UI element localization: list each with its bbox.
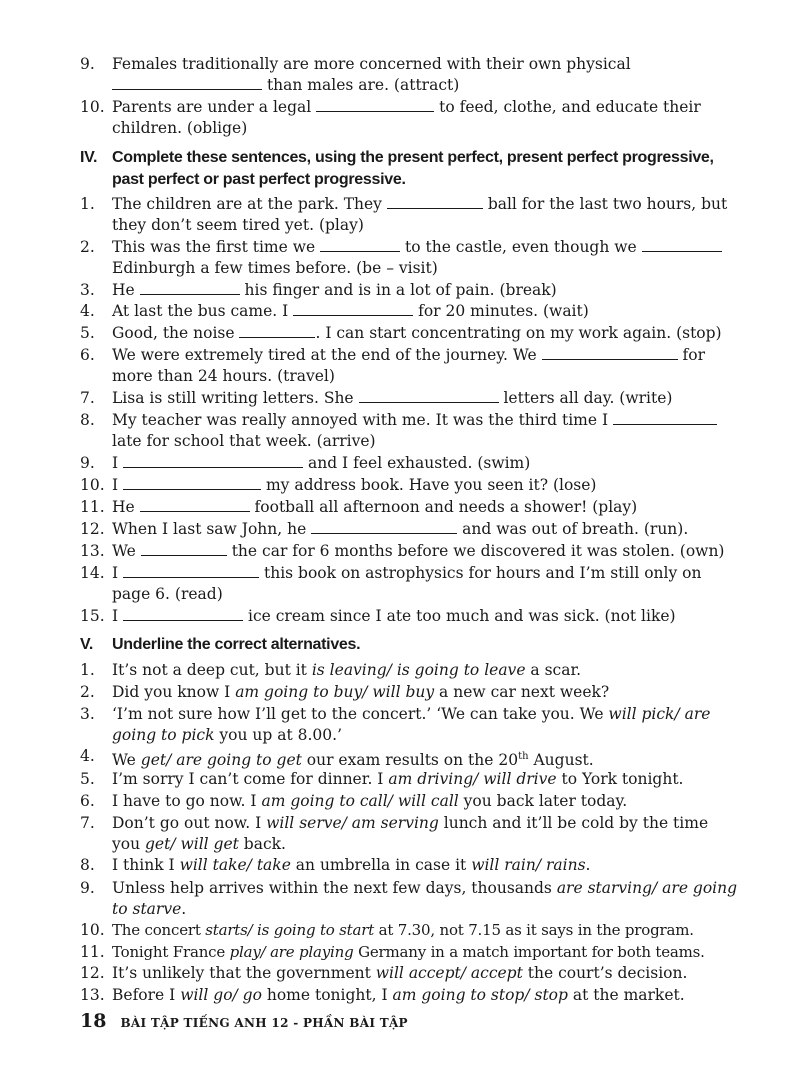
item-text: Did you know I xyxy=(112,683,236,701)
alternatives[interactable]: is leaving/ is going to leave xyxy=(311,661,526,679)
exercise-item xyxy=(80,704,740,746)
item-number: 4. xyxy=(80,302,95,320)
item-number: 15. xyxy=(80,607,105,625)
item-number: 10. xyxy=(80,476,105,494)
exercise-item xyxy=(80,54,740,96)
answer-blank[interactable] xyxy=(112,75,262,90)
answer-blank[interactable] xyxy=(642,237,722,252)
item-number: 8. xyxy=(80,856,95,874)
answer-blank[interactable] xyxy=(359,388,499,403)
item-text: his finger and is in a lot of pain. (break) xyxy=(239,281,557,299)
item-number: 4. xyxy=(80,747,95,765)
item-text: I xyxy=(112,607,124,625)
section-title: Complete these sentences, using the present perfect, present perfect progressive, past perfect or past perfect progressive. xyxy=(112,149,714,188)
exercise-item xyxy=(80,660,740,681)
item-text: He xyxy=(112,498,140,516)
item-number: 11. xyxy=(80,943,105,961)
exercise-item xyxy=(80,453,740,474)
item-text: Parents are under a legal xyxy=(112,98,317,116)
section-number: V. xyxy=(80,636,94,653)
item-text: We xyxy=(112,542,141,560)
item-text: The concert xyxy=(112,921,206,939)
item-text: at the market. xyxy=(567,986,685,1004)
answer-blank[interactable] xyxy=(542,345,678,360)
answer-blank[interactable] xyxy=(613,410,717,425)
item-text: Unless help arrives within the next few days, thousands xyxy=(112,879,557,897)
item-text: I think I xyxy=(112,856,180,874)
answer-blank[interactable] xyxy=(140,497,250,512)
item-text: ball for the last two hours, but they don’t seem tired yet. (play) xyxy=(112,195,728,234)
exercise-item xyxy=(80,942,740,963)
alternatives[interactable]: get/ will get xyxy=(145,835,239,853)
item-text: It’s unlikely that the government xyxy=(112,964,376,982)
item-text: Edinburgh a few times before. (be – visit) xyxy=(112,259,438,277)
item-number: 2. xyxy=(80,238,95,256)
answer-blank[interactable] xyxy=(141,541,227,556)
exercise-item xyxy=(80,855,740,876)
exercise-item xyxy=(80,878,740,920)
alternatives[interactable]: am driving/ will drive xyxy=(388,770,557,788)
exercise-item xyxy=(80,985,740,1006)
page-number: 18 xyxy=(80,1010,107,1032)
alternatives[interactable]: are starving/ are going to starve xyxy=(112,879,738,918)
item-text: Good, the noise xyxy=(112,324,240,342)
item-number: 3. xyxy=(80,705,95,723)
exercise-item xyxy=(80,920,740,941)
item-number: 7. xyxy=(80,389,95,407)
alternatives[interactable]: am going to buy/ will buy xyxy=(235,683,435,701)
exercise-item xyxy=(80,301,740,322)
exercise-item xyxy=(80,813,740,855)
item-text: Germany in a match important for both teams. xyxy=(353,943,705,961)
item-text: a scar. xyxy=(525,661,582,679)
answer-blank[interactable] xyxy=(311,519,457,534)
alternatives[interactable]: play/ are playing xyxy=(229,943,354,961)
item-text: I xyxy=(112,476,124,494)
item-text: ‘I’m not sure how I’ll get to the concert.’ ‘We can take you. We xyxy=(112,705,609,723)
exercise-item xyxy=(80,563,740,605)
alternatives[interactable]: starts/ is going to start xyxy=(205,921,375,939)
item-text: I xyxy=(112,454,124,472)
item-number: 10. xyxy=(80,98,105,116)
alternatives[interactable]: will go/ go xyxy=(180,986,262,1004)
exercise-item xyxy=(80,791,740,812)
exercise-item xyxy=(80,237,740,279)
alternatives[interactable]: will rain/ rains xyxy=(471,856,586,874)
item-text: lunch and it’ll be cold by the time you xyxy=(112,814,709,853)
item-text: . xyxy=(585,856,591,874)
exercise-item xyxy=(80,963,740,984)
item-text: We xyxy=(112,751,141,770)
item-text: our exam results on the 20 xyxy=(301,751,519,770)
item-number: 5. xyxy=(80,770,95,788)
item-text: Females traditionally are more concerned with their own physical xyxy=(112,55,631,73)
exercise-item xyxy=(80,606,740,627)
item-text: This was the first time we xyxy=(112,238,321,256)
item-text: We were extremely tired at the end of the journey. We xyxy=(112,346,542,364)
item-text: late for school that week. (arrive) xyxy=(112,432,376,450)
item-text: back. xyxy=(238,835,286,853)
item-text: to feed, clothe, and educate their children. (oblige) xyxy=(112,98,701,137)
item-text: letters all day. (write) xyxy=(498,389,673,407)
item-text: I have to go now. I xyxy=(112,792,262,810)
exercise-item xyxy=(80,475,740,496)
answer-blank[interactable] xyxy=(239,323,315,338)
item-text: home tonight, I xyxy=(261,986,393,1004)
answer-blank[interactable] xyxy=(123,563,259,578)
alternatives[interactable]: will serve/ am serving xyxy=(266,814,439,832)
alternatives[interactable]: will accept/ accept xyxy=(375,964,523,982)
item-text: It’s not a deep cut, but it xyxy=(112,661,312,679)
exercise-item xyxy=(80,345,740,387)
exercise-item xyxy=(80,410,740,452)
item-text: you up at 8.00.’ xyxy=(214,726,343,744)
item-number: 7. xyxy=(80,814,95,832)
answer-blank[interactable] xyxy=(123,453,303,468)
item-text: Lisa is still writing letters. She xyxy=(112,389,359,407)
item-text: and was out of breath. (run). xyxy=(457,520,689,538)
item-number: 12. xyxy=(80,520,105,538)
item-text: you back later today. xyxy=(458,792,628,810)
item-number: 1. xyxy=(80,661,95,679)
alternatives[interactable]: am going to stop/ stop xyxy=(392,986,568,1004)
item-number: 9. xyxy=(80,879,95,897)
exercise-item xyxy=(80,497,740,518)
exercise-item xyxy=(80,682,740,703)
item-text: my address book. Have you seen it? (lose) xyxy=(261,476,597,494)
item-text: I xyxy=(112,564,124,582)
item-number: 12. xyxy=(80,964,105,982)
item-text: to the castle, even though we xyxy=(400,238,642,256)
item-text: the court’s decision. xyxy=(522,964,688,982)
exercise-item xyxy=(80,519,740,540)
item-text: He xyxy=(112,281,140,299)
item-text: for 20 minutes. (wait) xyxy=(413,302,589,320)
book-title: BÀI TẬP TIẾNG ANH 12 - PHẦN BÀI TẬP xyxy=(120,1016,408,1030)
item-text: ice cream since I ate too much and was sick. (not like) xyxy=(243,607,676,625)
section-heading xyxy=(80,634,740,656)
answer-blank[interactable] xyxy=(123,606,243,621)
item-text: for more than 24 hours. (travel) xyxy=(112,346,706,385)
exercise-item xyxy=(80,323,740,344)
item-number: 6. xyxy=(80,346,95,364)
answer-blank[interactable] xyxy=(140,280,240,295)
item-text: August. xyxy=(528,751,594,770)
item-number: 9. xyxy=(80,55,95,73)
answer-blank[interactable] xyxy=(123,475,261,490)
section-number: IV. xyxy=(80,149,98,166)
item-text: than males are. (attract) xyxy=(266,76,460,94)
item-text: When I last saw John, he xyxy=(112,520,312,538)
item-text: . I can start concentrating on my work again. (stop) xyxy=(315,324,722,342)
item-text: this book on astrophysics for hours and I’m still only on page 6. (read) xyxy=(112,564,702,603)
answer-blank[interactable] xyxy=(387,194,483,209)
exercise-item xyxy=(80,541,740,562)
alternatives[interactable]: get/ are going to get xyxy=(140,751,302,770)
item-number: 5. xyxy=(80,324,95,342)
item-text: At last the bus came. I xyxy=(112,302,294,320)
item-number: 14. xyxy=(80,564,105,582)
item-number: 8. xyxy=(80,411,95,429)
item-number: 13. xyxy=(80,542,105,560)
item-text: football all afternoon and needs a shower! (play) xyxy=(249,498,638,516)
alternatives[interactable]: am going to call/ will call xyxy=(261,792,459,810)
answer-blank[interactable] xyxy=(293,301,413,316)
exercise-item xyxy=(80,194,740,236)
section-heading xyxy=(80,147,740,191)
answer-blank[interactable] xyxy=(320,237,400,252)
item-text: the car for 6 months before we discovered it was stolen. (own) xyxy=(226,542,725,560)
alternatives[interactable]: will take/ take xyxy=(179,856,291,874)
answer-blank[interactable] xyxy=(316,97,434,112)
item-number: 10. xyxy=(80,921,105,939)
exercise-item xyxy=(80,388,740,409)
item-number: 9. xyxy=(80,454,95,472)
item-text: a new car next week? xyxy=(434,683,610,701)
exercise-item xyxy=(80,280,740,301)
exercise-item xyxy=(80,97,740,139)
item-number: 3. xyxy=(80,281,95,299)
item-number: 11. xyxy=(80,498,105,516)
item-text: The children are at the park. They xyxy=(112,195,387,213)
item-text: Tonight France xyxy=(112,943,230,961)
item-text: Before I xyxy=(112,986,181,1004)
item-text: at 7.30, not 7.15 as it says in the program. xyxy=(374,921,694,939)
item-text: to York tonight. xyxy=(556,770,684,788)
item-number: 2. xyxy=(80,683,95,701)
exercise-item xyxy=(80,746,740,771)
section-title: Underline the correct alternatives. xyxy=(112,636,361,653)
item-number: 13. xyxy=(80,986,105,1004)
item-text: an umbrella in case it xyxy=(290,856,472,874)
item-number: 6. xyxy=(80,792,95,810)
exercise-item xyxy=(80,769,740,790)
page-footer xyxy=(80,1010,408,1032)
item-text: My teacher was really annoyed with me. It was the third time I xyxy=(112,411,614,429)
item-text: . xyxy=(181,900,187,918)
alternatives[interactable]: will pick/ are going to pick xyxy=(112,705,711,744)
item-number: 1. xyxy=(80,195,95,213)
superscript: th xyxy=(518,751,529,762)
item-text: and I feel exhausted. (swim) xyxy=(303,454,531,472)
item-text: I’m sorry I can’t come for dinner. I xyxy=(112,770,389,788)
item-text: Don’t go out now. I xyxy=(112,814,267,832)
